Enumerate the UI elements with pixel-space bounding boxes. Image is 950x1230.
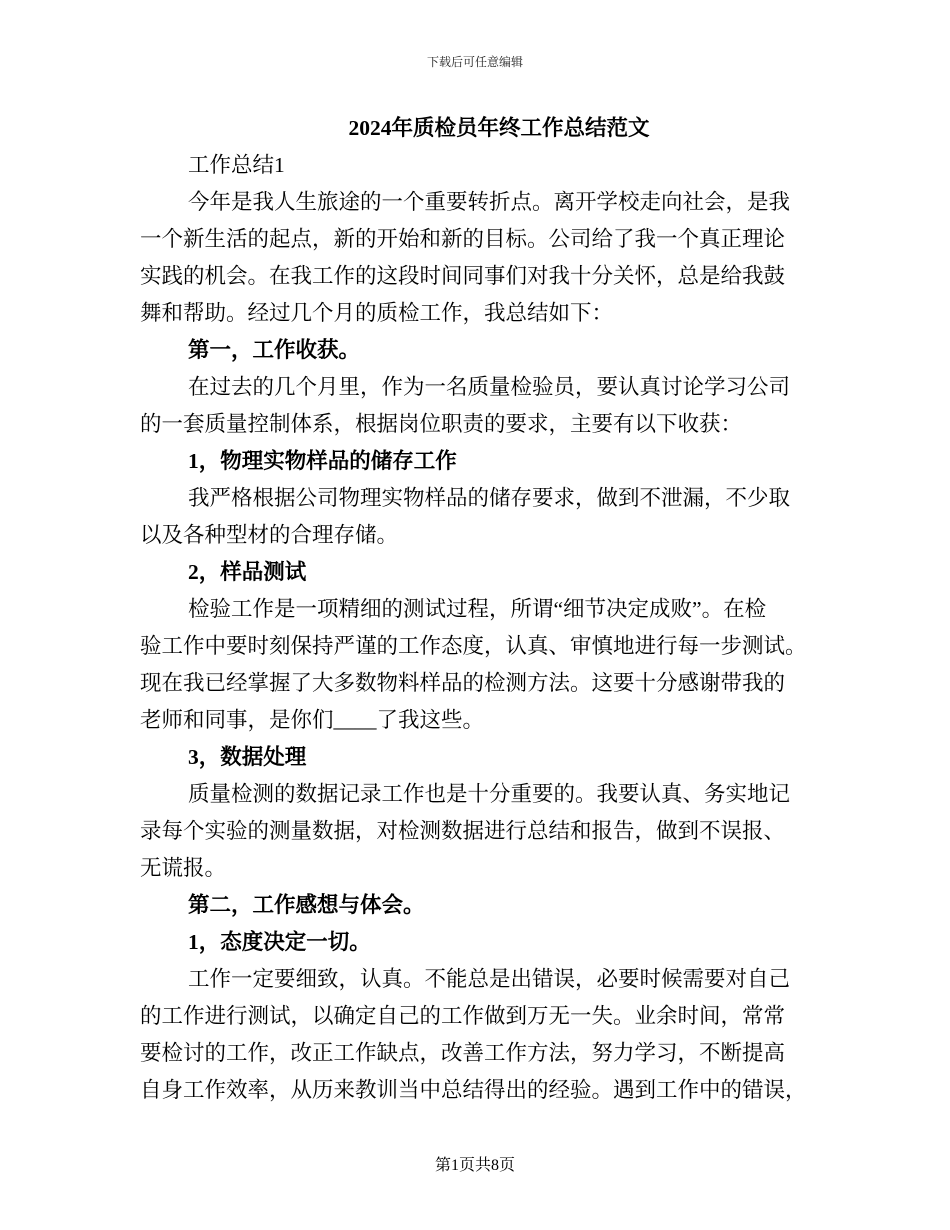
item-attitude xyxy=(140,924,810,1109)
paragraph-line: 以及各种型材的合理存储。 xyxy=(140,523,399,547)
page-number: 第1页共8页 xyxy=(434,1157,515,1174)
paragraph-line: 工作一定要细致，认真。不能总是出错误，必要时候需要对自己 xyxy=(188,967,791,991)
paragraph-line: 验工作中要时刻保持严谨的工作态度，认真、审慎地进行每一步测试。 xyxy=(140,634,807,658)
paragraph-line: 舞和帮助。经过几个月的质检工作，我总结如下： xyxy=(140,301,614,325)
document-title: 2024年质检员年终工作总结范文 xyxy=(348,116,650,140)
item-data-processing xyxy=(140,739,810,887)
item-heading: 1，态度决定一切。 xyxy=(188,930,371,954)
section-label: 工作总结1 xyxy=(188,153,285,177)
paragraph-line: 一个新生活的起点，新的开始和新的目标。公司给了我一个真正理论 xyxy=(140,227,786,251)
part-intro-paragraph xyxy=(140,369,810,443)
paragraph-line: 自身工作效率，从历来教训当中总结得出的经验。遇到工作中的错误， xyxy=(140,1078,807,1102)
paragraph-line: 录每个实验的测量数据，对检测数据进行总结和报告，做到不误报、 xyxy=(140,819,786,843)
paragraph-line: 的工作进行测试，以确定自己的工作做到万无一失。业余时间，常常 xyxy=(140,1004,786,1028)
item-heading: 2，样品测试 xyxy=(188,560,307,584)
page-header-note: 下载后可任意编辑 xyxy=(426,55,523,69)
paragraph-line: 今年是我人生旅途的一个重要转折点。离开学校走向社会，是我 xyxy=(188,190,791,214)
part-two xyxy=(140,887,810,1109)
part-heading: 第二，工作感想与体会。 xyxy=(188,893,425,917)
intro-paragraph xyxy=(140,184,810,332)
paragraph-line: 的一套质量控制体系，根据岗位职责的要求，主要有以下收获： xyxy=(140,412,743,436)
item-sample-testing xyxy=(140,554,810,739)
document-body xyxy=(140,110,810,1109)
item-heading: 1，物理实物样品的储存工作 xyxy=(188,449,457,473)
paragraph-line: 现在我已经掌握了大多数物料样品的检测方法。这要十分感谢带我的 xyxy=(140,671,786,695)
paragraph-line: 质量检测的数据记录工作也是十分重要的。我要认真、务实地记 xyxy=(188,782,791,806)
paragraph-line: 要检讨的工作，改正工作缺点，改善工作方法，努力学习，不断提高 xyxy=(140,1041,786,1065)
part-heading: 第一，工作收获。 xyxy=(188,338,361,362)
part-one xyxy=(140,332,810,887)
paragraph-line: 老师和同事，是你们____了我这些。 xyxy=(140,708,485,732)
item-storage xyxy=(140,443,810,554)
item-heading: 3，数据处理 xyxy=(188,745,307,769)
paragraph-line: 检验工作是一项精细的测试过程，所谓“细节决定成败”。在检 xyxy=(188,597,767,621)
paragraph-line: 在过去的几个月里，作为一名质量检验员，要认真讨论学习公司 xyxy=(188,375,791,399)
paragraph-line: 无谎报。 xyxy=(140,856,227,880)
paragraph-line: 我严格根据公司物理实物样品的储存要求，做到不泄漏，不少取 xyxy=(188,486,791,510)
paragraph-line: 实践的机会。在我工作的这段时间同事们对我十分关怀，总是给我鼓 xyxy=(140,264,786,288)
